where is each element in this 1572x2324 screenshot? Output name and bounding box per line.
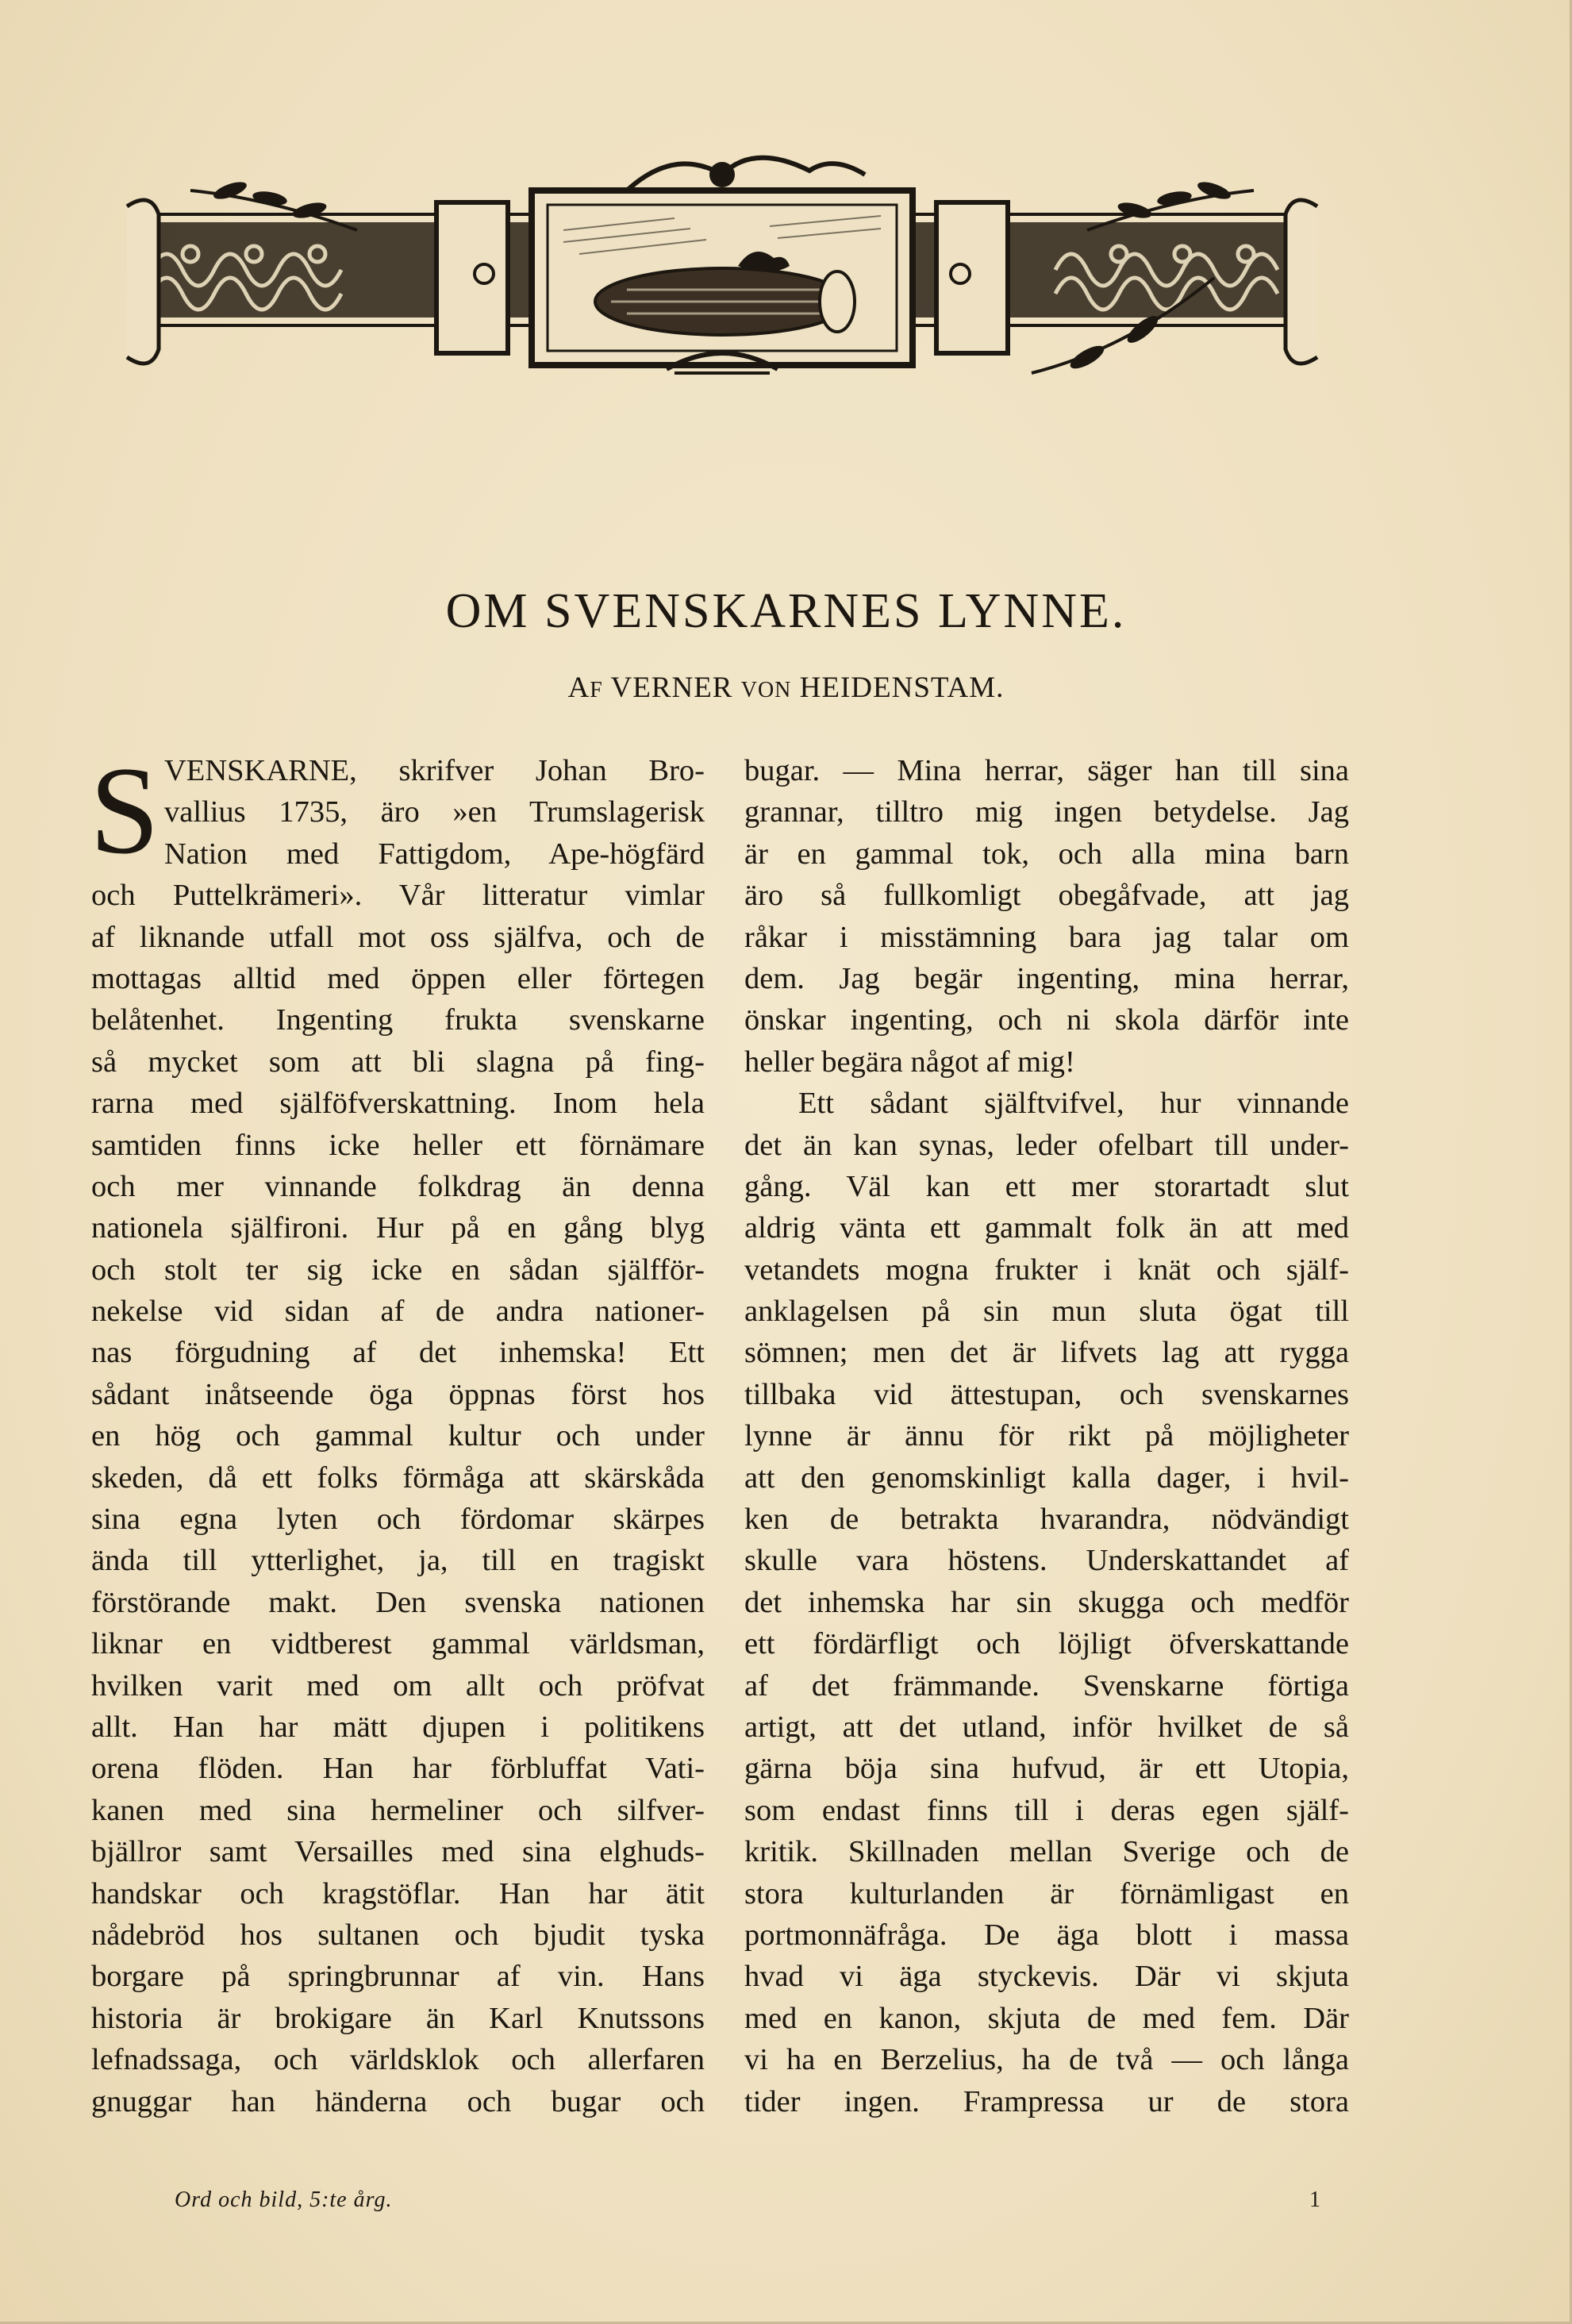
text-line: hvad vi äga styckevis. Där vi skjuta [744,1960,1349,1994]
text-line: skeden, då ett folks förmåga att skärskåda [91,1460,705,1495]
text-line: artigt, att det utland, inför hvilket de så [744,1710,1349,1744]
text-line: Nation med Fattigdom, Ape-högfärd [164,837,705,871]
text-line: det än kan synas, leder ofelbart till under- [744,1128,1349,1162]
text-line: nådebröd hos sultanen och bjudit tyska [91,1918,705,1952]
text-line: kritik. Skillnaden mellan Sverige och de [744,1835,1349,1869]
text-line: hvilken varit med om allt och pröfvat [91,1668,705,1703]
left-column [90,741,705,2122]
text-line: heller begära något af mig! [744,1045,1075,1079]
text-line: samtiden finns icke heller ett förnämare [91,1128,705,1162]
text-line: VENSKARNE, skrifver Johan Bro- [164,754,705,787]
byline-von: VON [740,678,792,702]
text-line: nas förgudning af det inhemska! Ett [91,1336,705,1370]
text-line: är en gammal tok, och alla mina barn [744,837,1349,871]
text-line: så mycket som att bli slagna på fing- [91,1045,705,1079]
text-line: Ett sådant själftvifvel, hur vinnande [798,1087,1349,1121]
footer-source: Ord och bild, 5:te årg. [175,2187,393,2212]
text-line: sina egna lyten och fördomar skärpes [91,1503,705,1537]
byline [0,671,1572,705]
text-line: och Puttelkrämeri». Vår litteratur vimlar [91,879,705,913]
text-line: orena flöden. Han har förbluffat Vati- [91,1752,705,1786]
text-line: som endast finns till i deras egen själf- [744,1793,1349,1827]
text-line: det inhemska har sin skugga och medför [744,1585,1349,1619]
text-line: af det främmande. Svenskarne förtiga [744,1668,1349,1703]
text-line: bugar. — Mina herrar, säger han till sina [744,754,1349,787]
text-line: och stolt ter sig icke en sådan själfför- [91,1252,705,1287]
ornamental-headpiece [119,143,1325,405]
text-line: råkar i misstämning bara jag talar om [744,920,1349,954]
text-line: tillbaka vid ättestupan, och svenskarnes [744,1377,1349,1411]
text-line: gång. Väl kan ett mer storartadt slut [744,1169,1349,1203]
text-line: önskar ingenting, och ni skola därför inte [744,1003,1349,1037]
text-line: portmonnäfråga. De äga blott i massa [744,1918,1349,1952]
text-line: bjällror samt Versailles med sina elghuds- [91,1835,705,1869]
text-line: ett fördärfligt och löjligt öfverskattande [744,1627,1349,1661]
text-line: vallius 1735, äro »en Trumslagerisk [164,795,705,829]
text-line: att den genomskinligt kalla dager, i hvil- [744,1460,1349,1495]
headpiece-illustration [119,143,1325,405]
text-line: handskar och kragstöflar. Han har ätit [91,1876,705,1910]
text-line: historia är brokigare än Karl Knutssons [91,2001,705,2035]
byline-af-initial: A [567,671,590,704]
text-line: kanen med sina hermeliner och silfver- [91,1793,705,1827]
text-line: liknar en vidtberest gammal världsman, [91,1627,705,1661]
text-line: med en kanon, skjuta de med fem. Där [744,2001,1349,2035]
byline-af-rest: F [590,678,603,702]
text-line: vetandets mogna frukter i knät och själf- [744,1252,1349,1287]
text-line: nekelse vid sidan af de andra nationer- [91,1295,705,1329]
text-line: lefnadssaga, och världsklok och allerfaren [91,2043,705,2077]
text-line: äro så fullkomligt obegåfvade, att jag [744,879,1349,913]
text-line: ända till ytterlighet, ja, till en tragiskt [91,1544,705,1578]
text-line: borgare på springbrunnar af vin. Hans [91,1960,705,1994]
text-line: ken de betrakta hvarandra, nödvändigt [744,1503,1349,1537]
text-line: nationela själfironi. Hur på en gång blyg [91,1211,705,1245]
text-line: vi ha en Berzelius, ha de två — och långa [744,2043,1349,2077]
text-line: sömnen; men det är lifvets lag att rygga [744,1336,1349,1370]
text-line: anklagelsen på sin mun sluta ögat till [744,1295,1349,1329]
text-line: skulle vara höstens. Underskattandet af [744,1544,1349,1578]
text-line: stora kulturlanden är förnämligast en [744,1876,1349,1910]
text-line: grannar, tilltro mig ingen betydelse. Jag [744,795,1349,829]
byline-name-first: VERNER [610,671,733,704]
text-line: aldrig vänta ett gammalt folk än att med [744,1211,1349,1245]
text-line: rarna med själföfverskattning. Inom hela [91,1087,705,1121]
text-line: gnuggar han händerna och bugar och [91,2084,705,2118]
byline-name-last: HEIDENSTAM. [799,671,1005,704]
text-line: dem. Jag begär ingenting, mina herrar, [744,961,1349,995]
text-line: af liknande utfall mot oss själfva, och de [91,920,705,954]
drop-cap: S [90,741,160,880]
text-line: mottagas alltid med öppen eller förtegen [91,961,705,995]
text-line: allt. Han har mätt djupen i politikens [91,1710,705,1744]
article-title: OM SVENSKARNES LYNNE. [445,584,1127,638]
right-column [744,750,1349,2122]
page-number: 1 [1309,2187,1320,2212]
text-line: tider ingen. Frampressa ur de stora [744,2084,1349,2118]
text-line: gärna böja sina hufvud, är ett Utopia, [744,1752,1349,1786]
text-line: en hög och gammal kultur och under [91,1419,705,1453]
text-line: sådant inåtseende öga öppnas först hos [91,1377,705,1411]
text-line: och mer vinnande folkdrag än denna [91,1169,705,1203]
text-line: lynne är ännu för rikt på möjligheter [744,1419,1349,1453]
text-line: belåtenhet. Ingenting frukta svenskarne [91,1003,705,1037]
text-line: förstörande makt. Den svenska nationen [91,1585,705,1619]
